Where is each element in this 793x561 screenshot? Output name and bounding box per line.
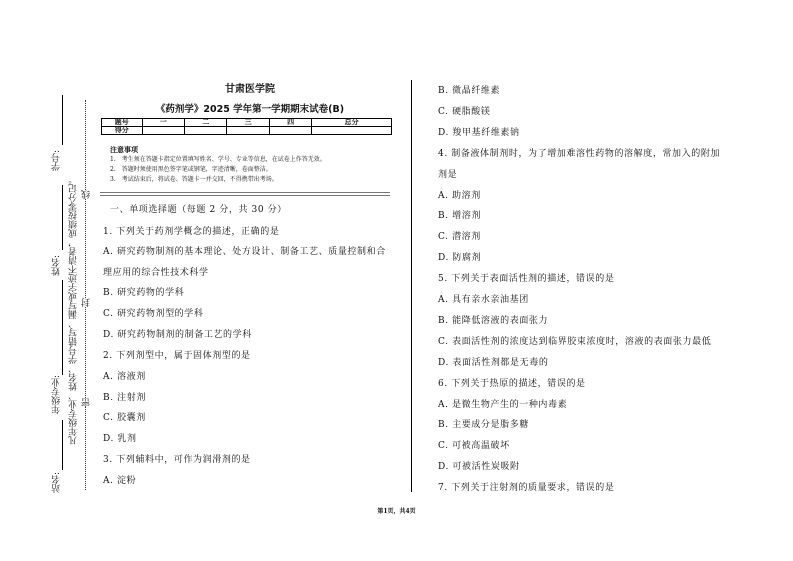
question-line: 6. 下列关于热原的描述，错误的是 — [438, 378, 586, 389]
student-id-underline — [62, 95, 63, 145]
section-divider — [100, 192, 390, 196]
question-line: C. 硬脂酸镁 — [438, 106, 491, 117]
question-line: 7. 下列关于注射剂的质量要求，错误的是 — [438, 483, 615, 494]
question-line: 4. 制备液体制剂时，为了增加难溶性药物的溶解度，常加入的附加 — [438, 148, 721, 159]
seal-char-mi: 密 — [82, 398, 92, 407]
question-line: B. 主要成分是脂多糖 — [438, 420, 529, 431]
score-header-cell: 三 — [227, 119, 269, 127]
question-line: A. 具有亲水亲油基团 — [438, 295, 529, 305]
question-line: A. 助溶剂 — [438, 190, 481, 201]
score-cell — [185, 127, 227, 135]
note-item: 1. 考生须在答题卡指定位置填写姓名、学号、专业等信息，在试卷上作答无效。 — [110, 156, 326, 163]
question-line: B. 增溶剂 — [438, 211, 481, 222]
name-label: 姓名: — [52, 255, 62, 277]
score-table-score-row — [102, 127, 392, 135]
exam-title: 《药剂学》2025 学年第一学期期末试卷(B) — [155, 104, 345, 115]
student-id-label: 学号: — [52, 150, 62, 172]
score-table — [101, 118, 392, 135]
question-line: C. 胶囊剂 — [103, 413, 146, 423]
seal-char-xian: 线 — [82, 190, 92, 199]
question-line: D. 防腐剂 — [438, 253, 482, 264]
grade-major-underline — [62, 280, 63, 375]
question-line: D. 表面活性剂都是无毒的 — [438, 357, 549, 368]
score-cell — [142, 127, 184, 135]
column-divider — [411, 80, 412, 492]
question-line: A. 是微生物产生的一种内毒素 — [438, 399, 568, 410]
question-line: C. 潜溶剂 — [438, 232, 481, 243]
seal-dotted-line — [85, 100, 86, 490]
exam-notes — [110, 145, 326, 185]
question-line: 理应用的综合性技术科学 — [103, 268, 209, 278]
question-line: 5. 下列关于表面活性剂的描述，错误的是 — [438, 274, 615, 285]
page-footer: 第1页，共4页 — [377, 508, 416, 515]
question-line: A. 溶液剂 — [103, 372, 146, 382]
station-underline — [62, 420, 63, 470]
score-header-cell: 题号 — [102, 119, 143, 127]
note-item: 2. 答题时须使用黑色签字笔或钢笔，字迹清晰，卷面整洁。 — [110, 166, 272, 173]
score-header-cell: 四 — [269, 119, 311, 127]
score-header-cell: 二 — [185, 119, 227, 127]
question-line: D. 研究药物制剂的制备工艺的学科 — [103, 330, 252, 340]
notes-heading: 注意事项 — [110, 146, 138, 154]
section-heading: 一、单项选择题（每题 2 分，共 30 分） — [110, 205, 287, 215]
score-table-header-row — [102, 119, 392, 127]
question-line: 剂是 — [438, 169, 458, 180]
question-line: 2. 下列剂型中，属于固体剂型的是 — [103, 351, 251, 361]
question-line: B. 研究药物的学科 — [103, 288, 185, 298]
question-line: B. 微晶纤维素 — [438, 86, 501, 96]
question-line: D. 乳剂 — [103, 434, 137, 444]
seal-char-feng: 封 — [82, 298, 92, 307]
station-label: 站名: — [52, 472, 62, 494]
score-header-cell: 一 — [142, 119, 184, 127]
question-line: D. 可被活性炭吸附 — [438, 462, 520, 473]
name-underline — [62, 185, 63, 250]
score-cell — [312, 127, 392, 135]
question-line: D. 羧甲基纤维素钠 — [438, 127, 520, 138]
grade-major-label: 年级专业: — [52, 375, 62, 415]
question-line: C. 可被高温破坏 — [438, 441, 510, 452]
question-line: C. 研究药物剂型的学科 — [103, 309, 204, 319]
question-line: A. 淀粉 — [103, 476, 137, 486]
score-cell — [269, 127, 311, 135]
score-row-label: 得分 — [102, 127, 143, 135]
question-line: B. 能降低溶液的表面张力 — [438, 315, 549, 326]
score-cell — [227, 127, 269, 135]
score-header-cell: 总分 — [312, 119, 392, 127]
question-line: B. 注射剂 — [103, 393, 146, 403]
school-name: 甘肃医学院 — [225, 84, 275, 95]
note-item: 3. 考试结束后，将试卷、答题卡一并交回，不得携带出考场。 — [110, 176, 278, 183]
question-line: C. 表面活性剂的浓度达到临界胶束浓度时，溶液的表面张力最低 — [438, 336, 712, 347]
question-line: 1. 下列关于药剂学概念的描述，正确的是 — [103, 227, 280, 237]
question-line: A. 研究药物制剂的基本理论、处方设计、制备工艺、质量控制和合 — [103, 247, 386, 257]
binding-warning: 凡年级专业、姓名、学号错写、漏写或字迹不清者，成绩按零分记。 — [69, 175, 79, 445]
question-line: 3. 下列辅料中，可作为润滑剂的是 — [103, 455, 251, 465]
